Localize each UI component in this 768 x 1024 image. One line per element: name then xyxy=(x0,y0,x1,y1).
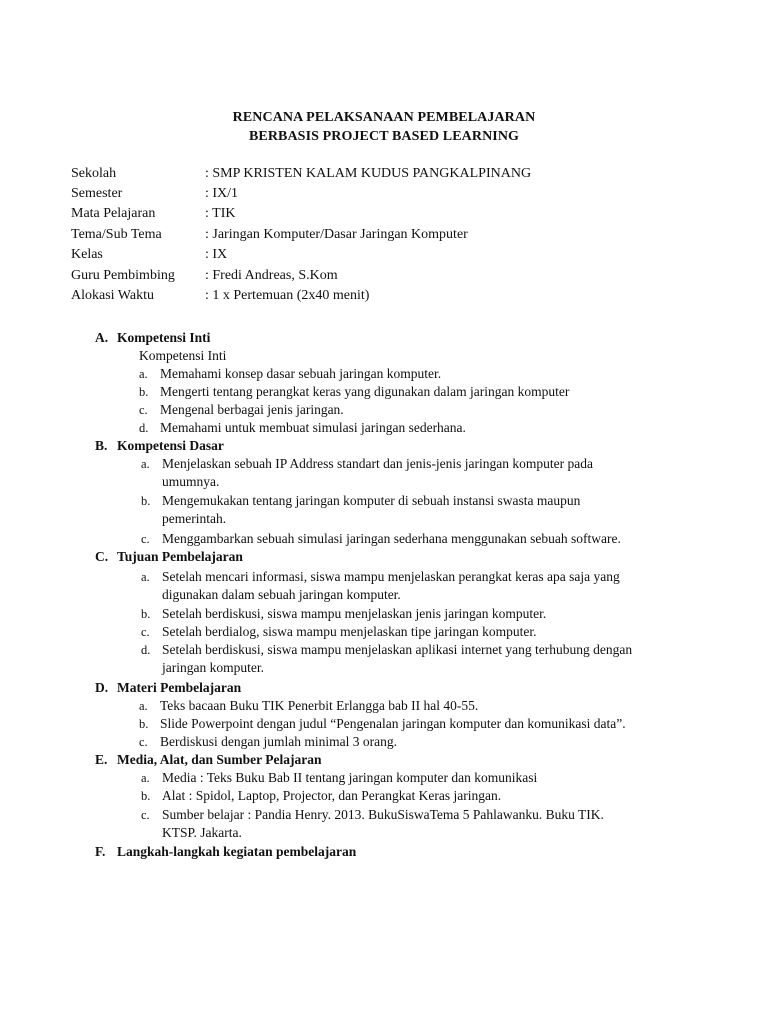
section-letter: F. xyxy=(95,844,106,859)
info-value: : Jaringan Komputer/Dasar Jaringan Komputer xyxy=(205,227,468,242)
list-marker: c. xyxy=(141,625,150,639)
info-value: : SMP KRISTEN KALAM KUDUS PANGKALPINANG xyxy=(205,166,532,181)
section-title: Media, Alat, dan Sumber Pelajaran xyxy=(117,752,322,767)
list-item-text: Berdiskusi dengan jumlah minimal 3 orang. xyxy=(160,734,397,749)
section-title: Kompetensi Dasar xyxy=(117,438,224,453)
list-item-text: Sumber belajar : Pandia Henry. 2013. BukuSiswaTema 5 Pahlawanku. Buku TIK. xyxy=(162,807,604,822)
list-marker: a. xyxy=(139,367,148,381)
info-value: : IX/1 xyxy=(205,186,239,201)
list-item-text: Setelah berdiskusi, siswa mampu menjelaskan aplikasi internet yang terhubung dengan xyxy=(162,642,633,657)
info-value: : Fredi Andreas, S.Kom xyxy=(205,268,338,283)
list-item-text: Alat : Spidol, Laptop, Projector, dan Perangkat Keras jaringan. xyxy=(162,788,502,803)
section-heading-materi-pembelajaran xyxy=(95,679,241,697)
info-label: Guru Pembimbing xyxy=(71,268,175,283)
info-label: Semester xyxy=(71,186,123,201)
list-marker: a. xyxy=(141,570,150,584)
document-title-line-1: RENCANA PELAKSANAAN PEMBELAJARAN xyxy=(232,110,536,125)
list-item-text: Mengemukakan tentang jaringan komputer di sebuah instansi swasta maupun xyxy=(162,493,581,508)
list-item-text: Mengenal berbagai jenis jaringan. xyxy=(160,402,344,417)
list-marker: c. xyxy=(141,808,150,822)
info-label: Sekolah xyxy=(71,166,117,181)
list-marker: d. xyxy=(141,643,151,657)
info-label: Kelas xyxy=(71,247,103,262)
info-label: Tema/Sub Tema xyxy=(71,227,162,242)
section-heading-kompetensi-dasar xyxy=(95,437,224,455)
info-value: : TIK xyxy=(205,206,236,221)
section-letter: C. xyxy=(95,549,109,564)
list-item-text: Memahami konsep dasar sebuah jaringan komputer. xyxy=(160,366,442,381)
info-value: : 1 x Pertemuan (2x40 menit) xyxy=(205,288,370,303)
info-value: : IX xyxy=(205,247,228,262)
list-marker: a. xyxy=(141,771,150,785)
section-title: Tujuan Pembelajaran xyxy=(117,549,243,564)
section-intro: Kompetensi Inti xyxy=(139,348,227,363)
list-item-text: Media : Teks Buku Bab II tentang jaringan komputer dan komunikasi xyxy=(162,770,538,785)
list-marker: c. xyxy=(141,532,150,546)
list-item-text: Menjelaskan sebuah IP Address standart dan jenis-jenis jaringan komputer pada xyxy=(162,456,594,471)
list-marker: b. xyxy=(139,717,149,731)
section-title: Kompetensi Inti xyxy=(117,330,211,345)
info-label: Alokasi Waktu xyxy=(71,288,154,303)
section-letter: E. xyxy=(95,752,108,767)
section-letter: B. xyxy=(95,438,108,453)
section-heading-tujuan-pembelajaran xyxy=(95,548,243,566)
section-title: Materi Pembelajaran xyxy=(117,680,242,695)
section-title: Langkah-langkah kegiatan pembelajaran xyxy=(117,844,357,859)
list-item-text-continued: jaringan komputer. xyxy=(162,660,264,675)
list-item-text: Menggambarkan sebuah simulasi jaringan sederhana menggunakan sebuah software. xyxy=(162,531,621,546)
section-heading-kompetensi-inti xyxy=(95,329,210,347)
list-item-text-continued: KTSP. Jakarta. xyxy=(162,825,242,840)
list-item-text: Setelah mencari informasi, siswa mampu menjelaskan perangkat keras apa saja yang xyxy=(162,569,620,584)
list-marker: b. xyxy=(141,607,151,621)
list-marker: b. xyxy=(141,494,151,508)
list-item-text: Mengerti tentang perangkat keras yang digunakan dalam jaringan komputer xyxy=(160,384,570,399)
list-marker: c. xyxy=(139,403,148,417)
section-letter: D. xyxy=(95,680,109,695)
section-letter: A. xyxy=(95,330,109,345)
list-item-text-continued: umumnya. xyxy=(162,474,220,489)
list-marker: b. xyxy=(141,789,151,803)
list-item-text: Setelah berdialog, siswa mampu menjelaskan tipe jaringan komputer. xyxy=(162,624,537,639)
list-item-text: Setelah berdiskusi, siswa mampu menjelaskan jenis jaringan komputer. xyxy=(162,606,547,621)
list-marker: b. xyxy=(139,385,149,399)
list-item-text-continued: pemerintah. xyxy=(162,511,227,526)
list-marker: c. xyxy=(139,735,148,749)
info-label: Mata Pelajaran xyxy=(71,206,156,221)
list-item-text: Memahami untuk membuat simulasi jaringan sederhana. xyxy=(160,420,466,435)
list-marker: d. xyxy=(139,421,149,435)
list-item-text: Slide Powerpoint dengan judul “Pengenalan jaringan komputer dan komunikasi data”. xyxy=(160,716,626,731)
list-item-text: Teks bacaan Buku TIK Penerbit Erlangga bab II hal 40-55. xyxy=(160,698,479,713)
list-marker: a. xyxy=(141,457,150,471)
list-marker: a. xyxy=(139,699,148,713)
section-heading-langkah-kegiatan xyxy=(95,843,356,861)
list-item-text-continued: digunakan dalam sebuah jaringan komputer. xyxy=(162,587,401,602)
document-title-line-2: BERBASIS PROJECT BASED LEARNING xyxy=(248,129,520,144)
section-heading-media-alat-sumber xyxy=(95,751,322,769)
